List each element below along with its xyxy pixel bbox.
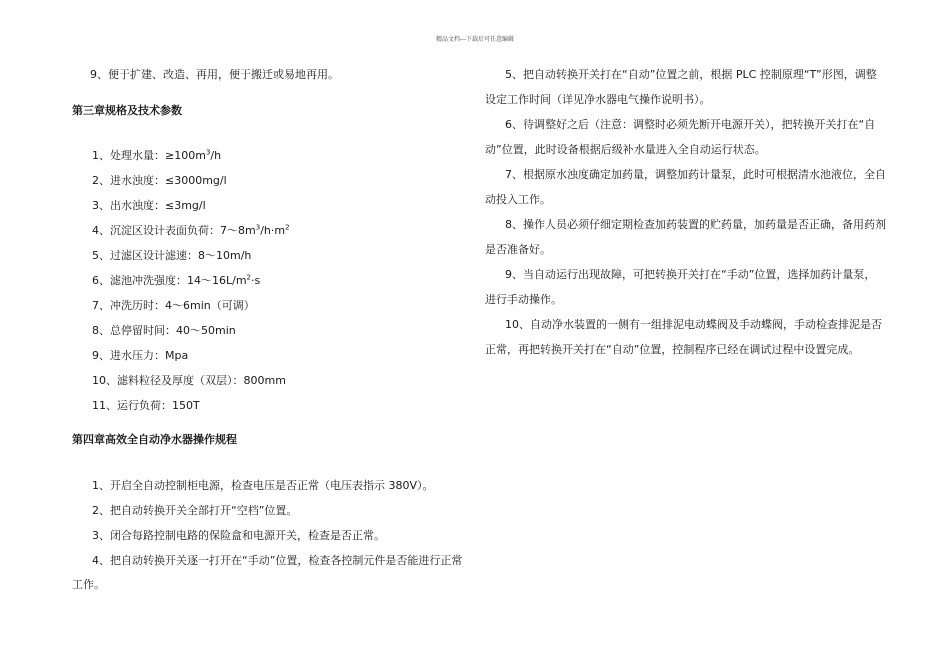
list-item: 9、便于扩建、改造、再用，便于搬迁或易地再用。 (90, 68, 339, 81)
spec-item: 8、总停留时间：40～50min (92, 324, 236, 337)
op-item: 5、把自动转换开关打在“自动”位置之前，根据 PLC 控制原理“T”形图，调整 (505, 68, 877, 81)
op-item-continuation: 正常，再把转换开关打在“自动”位置，控制程序已经在调试过程中设置完成。 (485, 343, 860, 356)
op-item: 10、自动净水装置的一侧有一组排泥电动蝶阀及手动蝶阀，手动检查排泥是否 (505, 318, 882, 331)
op-item-continuation: 动”位置，此时设备根据后级补水量进入全自动运行状态。 (485, 143, 766, 156)
op-item: 3、闭合每路控制电路的保险盒和电源开关，检查是否正常。 (92, 529, 385, 542)
op-item: 7、根据原水浊度确定加药量，调整加药计量泵，此时可根据清水池液位，全自 (505, 168, 886, 181)
op-item-continuation: 动投入工作。 (485, 193, 551, 206)
op-item-continuation: 设定工作时间（详见净水器电气操作说明书）。 (485, 93, 711, 106)
op-item: 1、开启全自动控制柜电源，检查电压是否正常（电压表指示 380V）。 (92, 479, 434, 492)
spec-item: 6、滤池冲洗强度：$14\sim 16L/m^2\cdot s$ (92, 273, 261, 287)
op-item: 2、把自动转换开关全部打开“空档”位置。 (92, 504, 298, 517)
spec-item: 5、过滤区设计滤速：8～10m/h (92, 249, 252, 262)
op-item: 9、当自动运行出现故障，可把转换开关打在“手动”位置，选择加药计量泵， (505, 268, 876, 281)
chapter-heading: 第四章高效全自动净水器操作规程 (72, 433, 237, 446)
spec-item: 10、滤料粒径及厚度（双层）：800mm (92, 374, 286, 387)
op-item-continuation: 进行手动操作。 (485, 293, 562, 306)
spec-item: 3、出水浊度：≤3mg/l (92, 199, 206, 212)
spec-item: 1、处理水量：$\ge 100m^3/h$ (92, 148, 222, 162)
op-item: 8、操作人员必须仔细定期检查加药装置的贮药量，加药量是否正确，备用药剂 (505, 218, 886, 231)
op-item: 6、待调整好之后（注意：调整时必须先断开电源开关），把转换开关打在“自 (505, 118, 876, 131)
op-item: 4、把自动转换开关逐一打开在“手动”位置，检查各控制元件是否能进行正常 (92, 554, 463, 567)
spec-item: 4、沉淀区设计表面负荷：$7\sim 8m^3/h\cdot m^2$ (92, 223, 290, 237)
chapter-heading: 第三章规格及技术参数 (72, 104, 182, 117)
spec-item: 7、冲洗历时：4～6min（可调） (92, 299, 255, 312)
page-header: 精品文档---下载后可任意编辑 (435, 36, 515, 43)
spec-item: 2、进水浊度：≤3000mg/l (92, 174, 227, 187)
spec-item: 9、进水压力：Mpa (92, 349, 189, 362)
op-item-continuation: 工作。 (72, 578, 105, 591)
spec-item: 11、运行负荷：150T (92, 399, 200, 412)
op-item-continuation: 是否准备好。 (485, 243, 551, 256)
